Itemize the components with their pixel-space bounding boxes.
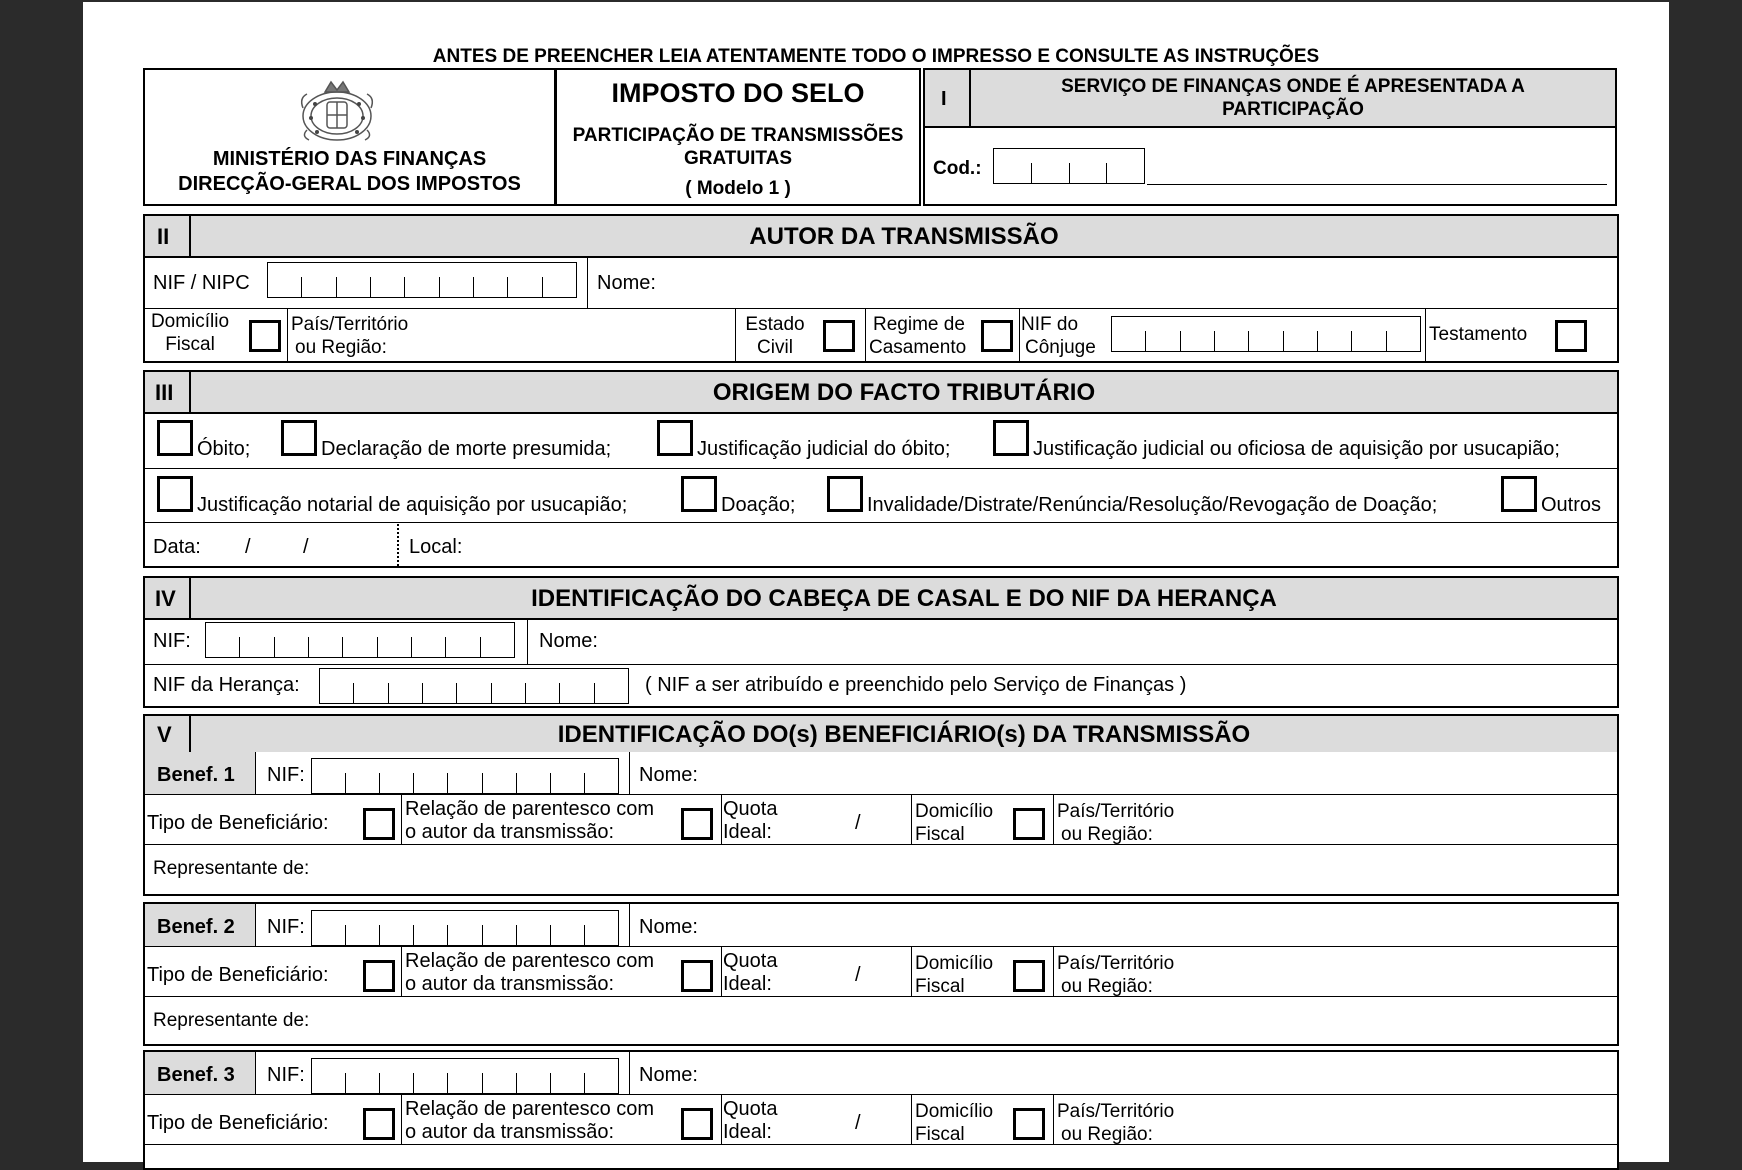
author-testamento-checkbox[interactable] xyxy=(1555,320,1587,352)
author-regime-label xyxy=(869,313,966,359)
beneficiary-2-relacao-checkbox[interactable] xyxy=(681,960,713,992)
section-5-header xyxy=(143,714,1619,754)
beneficiary-1-domicilio-line1: Domicílio xyxy=(915,801,994,822)
beneficiary-3-label: Benef. 3 xyxy=(157,1064,235,1086)
directorate-name: DIRECÇÃO-GERAL DOS IMPOSTOS xyxy=(178,173,521,195)
beneficiary-1-pais-line2: ou Região: xyxy=(1061,824,1153,845)
beneficiary-1-relacao-line1: Relação de parentesco com xyxy=(405,798,655,820)
section-3 xyxy=(143,370,1619,568)
beneficiary-2-domicilio-line2: Fiscal xyxy=(915,976,965,997)
beneficiary-3-relacao-label xyxy=(405,1098,654,1144)
form-subtitle-1: PARTICIPAÇÃO DE TRANSMISSÕES xyxy=(572,125,904,146)
origin-obito-checkbox[interactable] xyxy=(157,420,193,456)
cabeca-nif-input[interactable] xyxy=(205,622,515,658)
origin-doacao-checkbox[interactable] xyxy=(681,476,717,512)
author-estado-checkbox[interactable] xyxy=(823,320,855,352)
beneficiary-2 xyxy=(143,902,1619,1046)
section-2 xyxy=(143,214,1619,363)
beneficiary-1-quota-line2: Ideal: xyxy=(723,821,772,843)
author-pais-label xyxy=(291,313,408,359)
origin-usucapiao-notarial-checkbox[interactable] xyxy=(157,476,193,512)
section-1-title-1: SERVIÇO DE FINANÇAS ONDE É APRESENTADA A xyxy=(1061,76,1525,97)
author-regime-checkbox[interactable] xyxy=(981,320,1013,352)
beneficiary-3-nome-label: Nome: xyxy=(639,1064,698,1086)
beneficiary-1-pais-line1: País/Território xyxy=(1057,801,1175,822)
beneficiary-2-tipo-checkbox[interactable] xyxy=(363,960,395,992)
origin-data-label: Data: xyxy=(153,536,201,558)
section-1 xyxy=(923,68,1617,206)
author-domicilio-label xyxy=(147,310,233,356)
section-1-title-2: PARTICIPAÇÃO xyxy=(1222,99,1364,120)
author-pais-line1: País/Território xyxy=(291,314,409,335)
cabeca-nif-label: NIF: xyxy=(153,630,191,652)
origin-morte-presumida-checkbox[interactable] xyxy=(281,420,317,456)
beneficiary-2-representante-label: Representante de: xyxy=(153,1010,310,1031)
beneficiary-3-quota-line2: Ideal: xyxy=(723,1121,772,1143)
author-nif-input[interactable] xyxy=(267,262,577,298)
form-title-box xyxy=(555,68,921,206)
origin-local-label: Local: xyxy=(409,536,463,558)
coat-of-arms-icon xyxy=(297,78,377,144)
beneficiary-2-nome-label: Nome: xyxy=(639,916,698,938)
form-page xyxy=(83,2,1669,1162)
origin-usucapiao-judicial-checkbox[interactable] xyxy=(993,420,1029,456)
origin-outros-label: Outros xyxy=(1541,494,1602,516)
beneficiary-2-nif-label: NIF: xyxy=(267,916,305,938)
heranca-nif-input[interactable] xyxy=(319,668,629,704)
author-regime-line1: Regime de xyxy=(873,314,965,335)
beneficiary-3-tipo-checkbox[interactable] xyxy=(363,1108,395,1140)
beneficiary-3-nif-input[interactable] xyxy=(311,1058,619,1094)
beneficiary-2-relacao-label xyxy=(405,950,654,996)
beneficiary-2-domicilio-checkbox[interactable] xyxy=(1013,960,1045,992)
beneficiary-1-quota-line1: Quota xyxy=(723,798,778,820)
author-nif-conjuge-label xyxy=(1021,313,1096,359)
author-nif-conjuge-line1: NIF do xyxy=(1021,314,1079,335)
origin-justificacao-obito-checkbox[interactable] xyxy=(657,420,693,456)
origin-date-sep-2: / xyxy=(303,536,309,558)
beneficiary-1-label: Benef. 1 xyxy=(157,764,235,786)
beneficiary-2-pais-line2: ou Região: xyxy=(1061,976,1153,997)
beneficiary-1-domicilio-line2: Fiscal xyxy=(915,824,965,845)
beneficiary-3-relacao-line1: Relação de parentesco com xyxy=(405,1098,655,1120)
beneficiary-1-domicilio-label xyxy=(915,800,993,846)
form-subtitle-2: GRATUITAS xyxy=(683,148,792,169)
origin-doacao-label: Doação; xyxy=(721,494,796,516)
author-nif-conjuge-line2: Cônjuge xyxy=(1025,337,1096,358)
author-domicilio-checkbox[interactable] xyxy=(249,320,281,352)
beneficiary-3-domicilio-label xyxy=(915,1100,993,1146)
beneficiary-1 xyxy=(143,752,1619,896)
beneficiary-1-relacao-line2: o autor da transmissão: xyxy=(405,821,614,843)
origin-date-input[interactable] xyxy=(225,528,405,564)
origin-usucapiao-judicial-label: Justificação judicial ou oficiosa de aquisição por usucapião; xyxy=(1033,438,1560,460)
beneficiary-1-relacao-label xyxy=(405,798,654,844)
beneficiary-1-quota-label xyxy=(723,798,777,844)
beneficiary-2-label: Benef. 2 xyxy=(157,916,235,938)
cod-description-line[interactable] xyxy=(1147,184,1607,185)
beneficiary-2-quota-sep: / xyxy=(855,964,861,986)
author-estado-label xyxy=(739,313,811,359)
beneficiary-1-tipo-checkbox[interactable] xyxy=(363,808,395,840)
author-estado-line2: Civil xyxy=(757,337,793,358)
top-instruction-note: ANTES DE PREENCHER LEIA ATENTAMENTE TODO O IMPRESSO E CONSULTE AS INSTRUÇÕES xyxy=(432,46,1320,67)
beneficiary-3-domicilio-line2: Fiscal xyxy=(915,1124,965,1145)
beneficiary-3-quota-sep: / xyxy=(855,1112,861,1134)
origin-justificacao-obito-label: Justificação judicial do óbito; xyxy=(697,438,951,460)
origin-morte-presumida-label: Declaração de morte presumida; xyxy=(321,438,612,460)
beneficiary-2-domicilio-line1: Domicílio xyxy=(915,953,994,974)
beneficiary-1-pais-label xyxy=(1057,800,1174,846)
beneficiary-2-relacao-line2: o autor da transmissão: xyxy=(405,973,614,995)
beneficiary-3-domicilio-line1: Domicílio xyxy=(915,1101,994,1122)
author-regime-line2: Casamento xyxy=(869,337,967,358)
beneficiary-3-quota-line1: Quota xyxy=(723,1098,778,1120)
beneficiary-3 xyxy=(143,1050,1619,1170)
section-2-number: II xyxy=(157,224,170,249)
origin-outros-checkbox[interactable] xyxy=(1501,476,1537,512)
origin-date-sep-1: / xyxy=(245,536,251,558)
heranca-nif-label: NIF da Herança: xyxy=(153,674,300,696)
beneficiary-3-pais-label xyxy=(1057,1100,1174,1146)
cod-label: Cod.: xyxy=(933,158,982,179)
beneficiary-2-pais-label xyxy=(1057,952,1174,998)
beneficiary-1-nif-input[interactable] xyxy=(311,758,619,794)
beneficiary-3-domicilio-checkbox[interactable] xyxy=(1013,1108,1045,1140)
origin-invalidade-label: Invalidade/Distrate/Renúncia/Resolução/Revogação de Doação; xyxy=(867,494,1438,516)
author-domicilio-line1: Domicílio xyxy=(150,311,230,332)
beneficiary-3-quota-label xyxy=(723,1098,777,1144)
beneficiary-1-quota-sep: / xyxy=(855,812,861,834)
ministry-box xyxy=(143,68,556,206)
beneficiary-1-tipo-label: Tipo de Beneficiário: xyxy=(147,812,329,834)
author-nome-label: Nome: xyxy=(597,272,656,294)
section-1-number: I xyxy=(941,88,947,110)
beneficiary-2-relacao-line1: Relação de parentesco com xyxy=(405,950,655,972)
author-domicilio-line2: Fiscal xyxy=(165,334,215,355)
author-nif-label: NIF / NIPC xyxy=(153,272,250,294)
beneficiary-2-tipo-label: Tipo de Beneficiário: xyxy=(147,964,329,986)
form-model: ( Modelo 1 ) xyxy=(685,178,791,199)
heranca-nif-note: ( NIF a ser atribuído e preenchido pelo Serviço de Finanças ) xyxy=(645,674,1187,696)
beneficiary-1-nif-label: NIF: xyxy=(267,764,305,786)
section-4-title: IDENTIFICAÇÃO DO CABEÇA DE CASAL E DO NIF DA HERANÇA xyxy=(531,585,1277,612)
beneficiary-3-pais-line1: País/Território xyxy=(1057,1101,1175,1122)
beneficiary-1-representante-label: Representante de: xyxy=(153,858,310,879)
beneficiary-3-tipo-label: Tipo de Beneficiário: xyxy=(147,1112,329,1134)
beneficiary-2-nif-input[interactable] xyxy=(311,910,619,946)
beneficiary-2-quota-label xyxy=(723,950,777,996)
ministry-name: MINISTÉRIO DAS FINANÇAS xyxy=(212,148,487,170)
form-title: IMPOSTO DO SELO xyxy=(611,78,865,108)
beneficiary-3-nif-label: NIF: xyxy=(267,1064,305,1086)
origin-obito-label: Óbito; xyxy=(197,438,251,460)
origin-invalidade-checkbox[interactable] xyxy=(827,476,863,512)
beneficiary-1-relacao-checkbox[interactable] xyxy=(681,808,713,840)
section-3-title: ORIGEM DO FACTO TRIBUTÁRIO xyxy=(712,379,1096,406)
beneficiary-2-quota-line2: Ideal: xyxy=(723,973,772,995)
beneficiary-1-domicilio-checkbox[interactable] xyxy=(1013,808,1045,840)
section-5-number: V xyxy=(157,722,172,747)
cabeca-nome-label: Nome: xyxy=(539,630,598,652)
author-pais-line2: ou Região: xyxy=(295,337,387,358)
origin-usucapiao-notarial-label: Justificação notarial de aquisição por usucapião; xyxy=(197,494,628,516)
beneficiary-3-relacao-checkbox[interactable] xyxy=(681,1108,713,1140)
beneficiary-1-nome-label: Nome: xyxy=(639,764,698,786)
beneficiary-2-domicilio-label xyxy=(915,952,993,998)
section-5-title: IDENTIFICAÇÃO DO(s) BENEFICIÁRIO(s) DA TRANSMISSÃO xyxy=(557,721,1251,748)
beneficiary-3-pais-line2: ou Região: xyxy=(1061,1124,1153,1145)
beneficiary-2-quota-line1: Quota xyxy=(723,950,778,972)
section-3-number: III xyxy=(155,380,174,405)
section-2-title: AUTOR DA TRANSMISSÃO xyxy=(749,223,1059,250)
beneficiary-2-pais-line1: País/Território xyxy=(1057,953,1175,974)
author-nif-conjuge-input[interactable] xyxy=(1111,316,1421,352)
section-4-number: IV xyxy=(155,586,176,611)
section-4 xyxy=(143,576,1619,708)
cod-input[interactable] xyxy=(993,148,1145,184)
author-estado-line1: Estado xyxy=(745,314,805,335)
author-testamento-label: Testamento xyxy=(1429,324,1528,345)
beneficiary-3-relacao-line2: o autor da transmissão: xyxy=(405,1121,614,1143)
